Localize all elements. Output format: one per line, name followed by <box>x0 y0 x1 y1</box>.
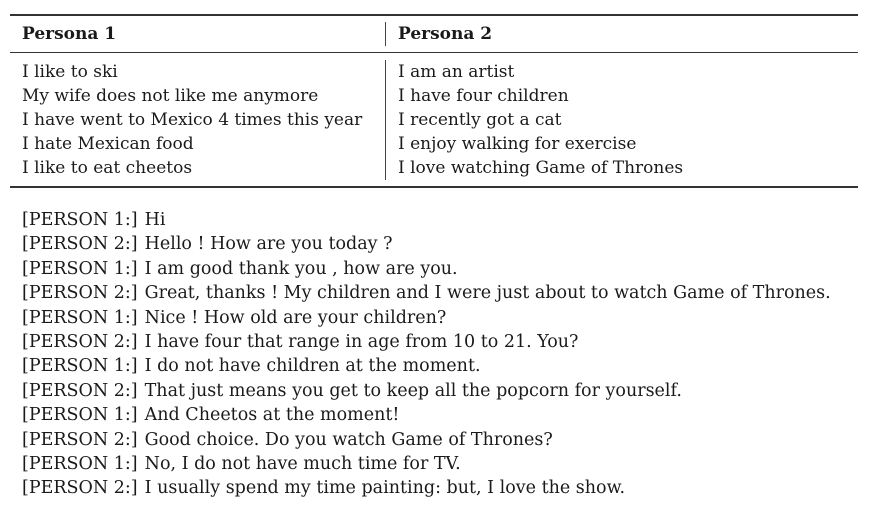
persona-2-trait: I recently got a cat <box>398 110 562 130</box>
utterance: No, I do not have much time for TV. <box>144 454 461 475</box>
speaker-label: [PERSON 1:] <box>22 210 138 230</box>
utterance: I have four that range in age from 10 to 21. You? <box>144 332 579 353</box>
speaker-label: [PERSON 2:] <box>22 234 138 255</box>
dialogue-turn <box>22 208 882 232</box>
dialogue-turn <box>22 428 882 452</box>
persona-2-trait: I have four children <box>398 86 569 106</box>
persona-1-traits <box>10 60 385 180</box>
speaker-label: [PERSON 2:] <box>22 380 138 401</box>
dialogue <box>22 208 882 501</box>
persona-1-header: Persona 1 <box>22 24 117 44</box>
speaker-label: [PERSON 1:] <box>22 356 138 377</box>
speaker-label: [PERSON 1:] <box>22 258 138 279</box>
utterance: Hi <box>144 210 166 230</box>
table-header <box>10 16 858 53</box>
speaker-label: [PERSON 1:] <box>22 454 138 475</box>
persona-2-header: Persona 2 <box>385 22 858 46</box>
speaker-label: [PERSON 2:] <box>22 332 138 353</box>
persona-2-trait: I love watching Game of Thrones <box>398 158 684 178</box>
speaker-label: [PERSON 2:] <box>22 429 138 450</box>
persona-table <box>10 14 858 188</box>
persona-1-trait: I like to eat cheetos <box>22 158 193 178</box>
dialogue-turn <box>22 257 882 281</box>
speaker-label: [PERSON 1:] <box>22 405 138 426</box>
dialogue-turn <box>22 379 882 403</box>
utterance: Nice ! How old are your children? <box>144 307 447 328</box>
utterance: And Cheetos at the moment! <box>144 405 400 426</box>
persona-1-trait: My wife does not like me anymore <box>22 86 319 106</box>
persona-1-trait: I like to ski <box>22 62 118 82</box>
utterance: Good choice. Do you watch Game of Thrones? <box>144 429 553 450</box>
dialogue-turn <box>22 330 882 354</box>
persona-2-traits <box>385 60 858 180</box>
dialogue-turn <box>22 354 882 378</box>
dialogue-turn <box>22 403 882 427</box>
persona-2-trait: I enjoy walking for exercise <box>398 134 637 154</box>
dialogue-turn <box>22 281 882 305</box>
utterance: I do not have children at the moment. <box>144 356 481 377</box>
speaker-label: [PERSON 2:] <box>22 283 138 304</box>
utterance: I am good thank you , how are you. <box>144 258 458 279</box>
utterance: I usually spend my time painting: but, I love the show. <box>144 478 626 499</box>
utterance: Hello ! How are you today ? <box>144 234 393 255</box>
dialogue-turn <box>22 476 882 500</box>
dialogue-turn <box>22 452 882 476</box>
speaker-label: [PERSON 2:] <box>22 478 138 499</box>
utterance: That just means you get to keep all the popcorn for yourself. <box>144 380 682 401</box>
persona-1-trait: I hate Mexican food <box>22 134 194 154</box>
dialogue-turn <box>22 306 882 330</box>
table-body <box>10 53 858 186</box>
persona-1-trait: I have went to Mexico 4 times this year <box>22 110 363 130</box>
persona-2-trait: I am an artist <box>398 62 515 82</box>
utterance: Great, thanks ! My children and I were just about to watch Game of Thrones. <box>144 283 831 304</box>
dialogue-turn <box>22 232 882 256</box>
speaker-label: [PERSON 1:] <box>22 307 138 328</box>
